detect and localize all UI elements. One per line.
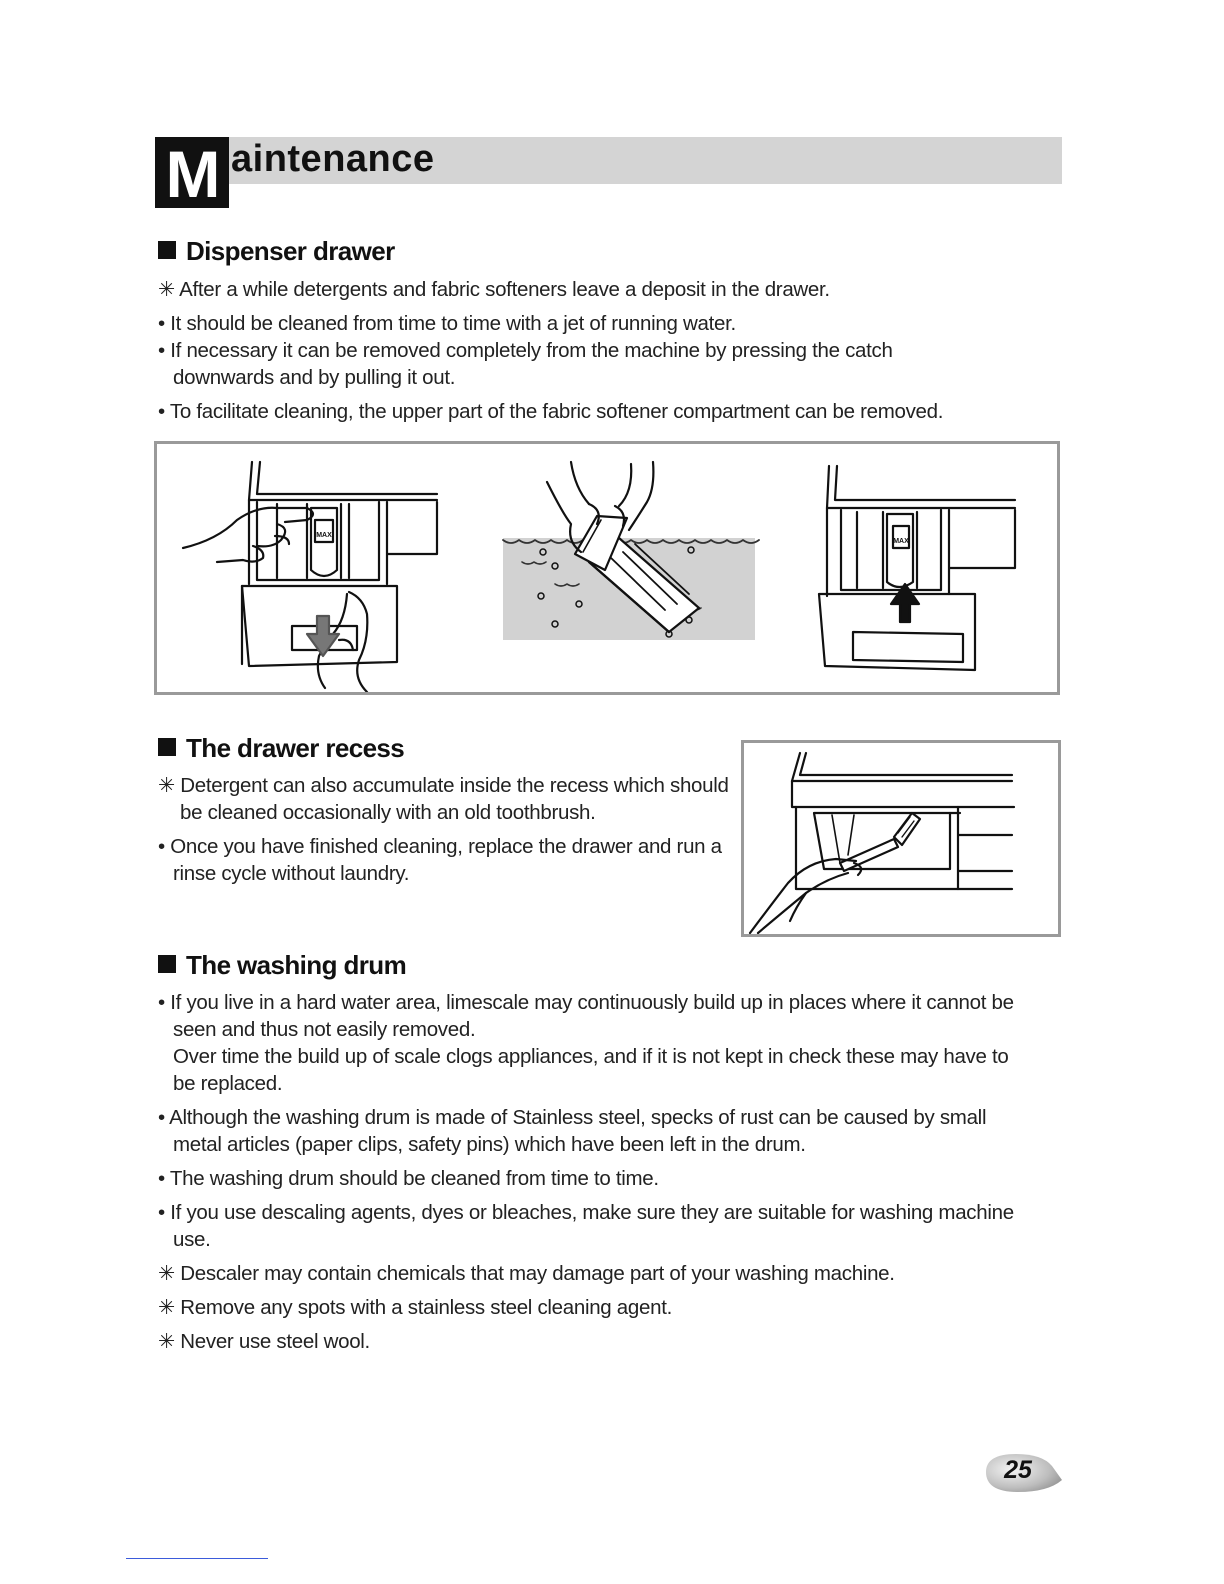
section-heading-washing-drum: The washing drum: [158, 950, 406, 981]
dispenser-drawer-illustration: [157, 444, 1057, 692]
bullet: • To facilitate cleaning, the upper part of the fabric softener compartment can be removed.: [158, 400, 944, 423]
section-heading-drawer-recess: The drawer recess: [158, 733, 404, 764]
bullet-continuation: metal articles (paper clips, safety pins) which have been left in the drum.: [173, 1133, 806, 1156]
bullet: • The washing drum should be cleaned from time to time.: [158, 1167, 659, 1190]
bullet-continuation: use.: [173, 1228, 211, 1251]
bullet-continuation: downwards and by pulling it out.: [173, 366, 456, 389]
bullet: • Although the washing drum is made of Stainless steel, specks of rust can be caused by small: [158, 1106, 987, 1129]
page-number-badge: [982, 1450, 1064, 1496]
note: ✳ Remove any spots with a stainless steel cleaning agent.: [158, 1296, 672, 1319]
bullet-continuation: be replaced.: [173, 1072, 283, 1095]
square-bullet-icon: [158, 738, 176, 756]
dispenser-drawer-figure: [154, 441, 1060, 695]
bullet: • Once you have finished cleaning, replace the drawer and run a: [158, 835, 722, 858]
footer-rule: [126, 1558, 268, 1559]
bullet: • If you live in a hard water area, limescale may continuously build up in places where it cannot be: [158, 991, 1014, 1014]
bullet: • If you use descaling agents, dyes or bleaches, make sure they are suitable for washing machine: [158, 1201, 1014, 1224]
drawer-recess-figure: [741, 740, 1061, 937]
title-initial: M: [155, 137, 229, 208]
section-heading-dispenser-drawer: Dispenser drawer: [158, 236, 395, 267]
note: ✳ Never use steel wool.: [158, 1330, 370, 1353]
drawer-recess-illustration: [744, 743, 1058, 934]
square-bullet-icon: [158, 955, 176, 973]
bullet-continuation: rinse cycle without laundry.: [173, 862, 410, 885]
washing-drum-text: [158, 989, 1014, 1355]
max-label: MAX: [893, 538, 909, 545]
drawer-recess-text: [158, 772, 729, 887]
note: ✳ After a while detergents and fabric softeners leave a deposit in the drawer.: [158, 278, 830, 301]
note: ✳ Detergent can also accumulate inside the recess which should: [158, 774, 729, 797]
square-bullet-icon: [158, 241, 176, 259]
bullet-continuation: seen and thus not easily removed.: [173, 1018, 476, 1041]
bullet-continuation: Over time the build up of scale clogs appliances, and if it is not kept in check these may have to: [173, 1045, 1009, 1068]
note: ✳ Descaler may contain chemicals that may damage part of your washing machine.: [158, 1262, 895, 1285]
max-label: MAX: [316, 532, 332, 539]
bullet: • It should be cleaned from time to time with a jet of running water.: [158, 312, 736, 335]
note-continuation: be cleaned occasionally with an old toothbrush.: [180, 801, 596, 824]
page-title: aintenance: [231, 138, 435, 180]
dispenser-drawer-text: [158, 276, 943, 425]
bullet: • If necessary it can be removed completely from the machine by pressing the catch: [158, 339, 893, 362]
page-number: 25: [1004, 1456, 1032, 1484]
